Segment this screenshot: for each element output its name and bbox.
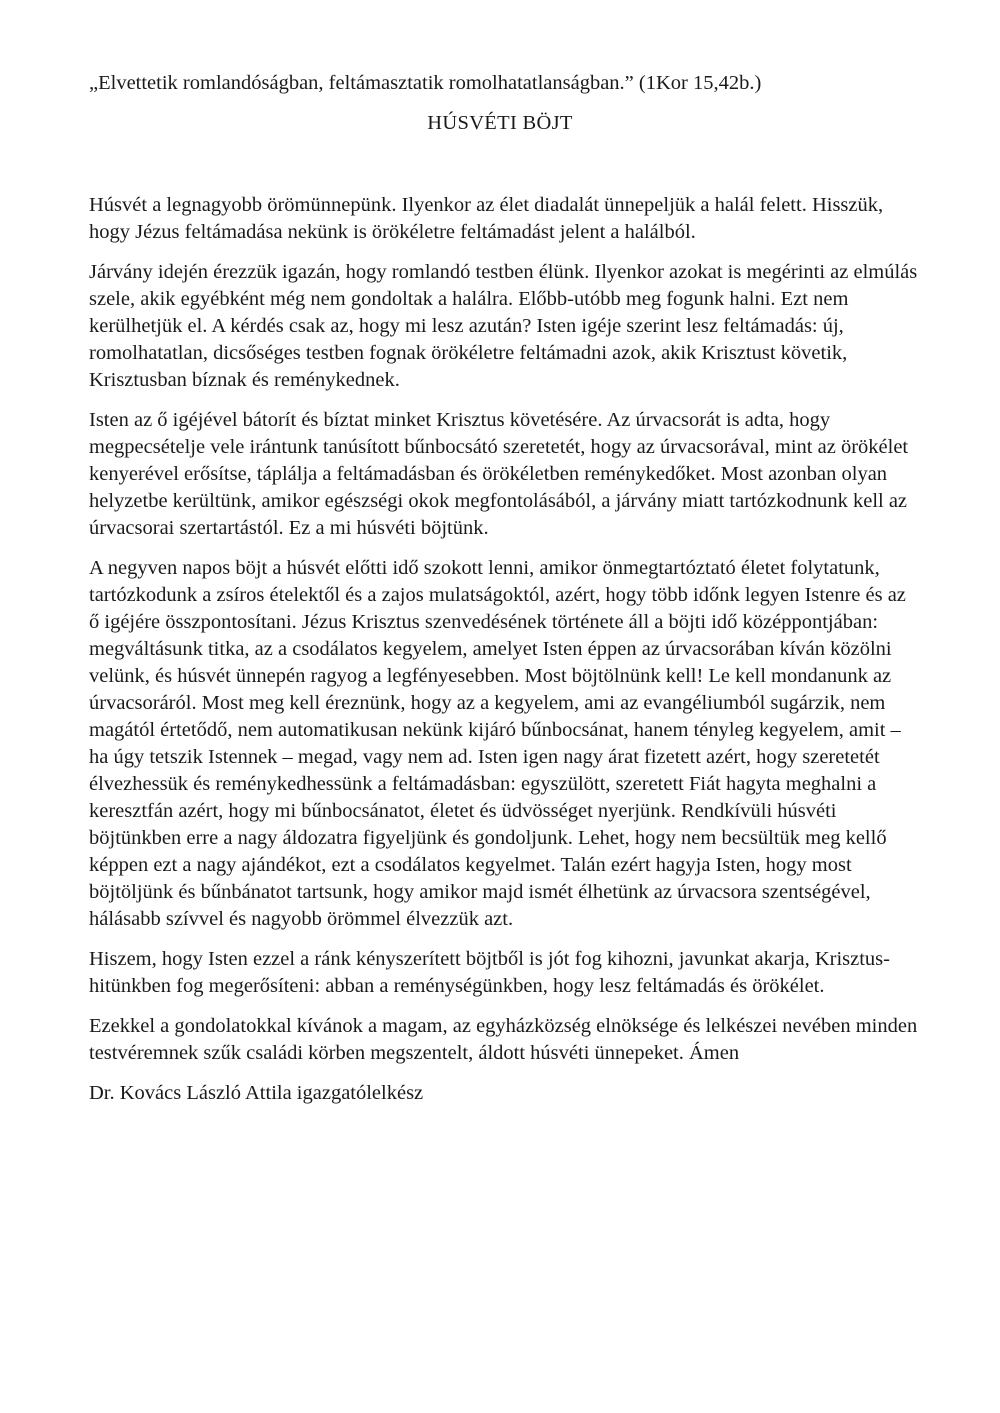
paragraph-6: Ezekkel a gondolatokkal kívánok a magam, az egyházközség elnöksége és lelkészei nevében minden testvéremnek szűk családi körben megszentelt, áldott húsvéti ünnepeket. Ámen bbox=[89, 1015, 918, 1064]
document-title: HÚSVÉTI BÖJT bbox=[427, 112, 573, 134]
paragraph-5: Hiszem, hogy Isten ezzel a ránk kényszerített böjtből is jót fog kihozni, javunkat akarja, Krisztus-hitünkben fog megerősíteni: abban a reménységünkben, hogy lesz feltámadás és örökélet. bbox=[89, 948, 890, 997]
paragraph-2: Járvány idején érezzük igazán, hogy romlandó testben élünk. Ilyenkor azokat is megérinti az elmúlás szele, akik egyébként még nem gondoltak a halálra. Előbb-utóbb meg fogunk halni. Ezt nem kerülhetjük el. A kérdés csak az, hogy mi lesz azután? Isten igéje szerint lesz feltámadás: új, romolhatatlan, dicsőséges testben fognak örökéletre feltámadni azok, akik Krisztust követik, Krisztusban bíznak és reménykednek. bbox=[89, 261, 918, 391]
paragraph-4: A negyven napos böjt a húsvét előtti idő szokott lenni, amikor önmegtartóztató életet folytatunk, tartózkodunk a zsíros ételektől és a zajos mulatságoktól, azért, hogy több időnk legyen Istenre és az ő igéjére összpontosítani. Jézus Krisztus szenvedésének története áll a böjti idő középpontjában: megváltásunk titka, az a csodálatos kegyelem, amelyet Isten éppen az úrvacsorában kíván közölni velünk, és húsvét ünnepén ragyog a legfényesebben. Most böjtölnünk kell! Le kell mondanunk az úrvacsoráról. Most meg kell éreznünk, hogy az a kegyelem, ami az evangéliumból sugárzik, nem magától értetődő, nem automatikusan nekünk kijáró bűnbocsánat, hanem tényleg kegyelem, amit – ha úgy tetszik Istennek – megad, vagy nem ad. Isten igen nagy árat fizetett azért, hogy szeretetét élvezhessük és reménykedhessünk a feltámadásban: egyszülött, szeretett Fiát hagyta meghalni a keresztfán azért, hogy mi bűnbocsánatot, életet és üdvösséget nyerjünk. Rendkívüli húsvéti böjtünkben erre a nagy áldozatra figyeljünk és gondoljunk. Lehet, hogy nem becsültük meg kellő képpen ezt a nagy ajándékot, ezt a csodálatos kegyelmet. Talán ezért hagyja Isten, hogy most böjtöljünk és bűnbánatot tartsunk, hogy amikor majd ismét élhetünk az úrvacsora szentségével, hálásabb szívvel és nagyobb örömmel élvezzük azt. bbox=[89, 557, 906, 930]
epigraph-quote: „Elvettetik romlandóságban, feltámasztatik romolhatatlanságban.” (1Kor 15,42b.) bbox=[89, 72, 762, 94]
paragraph-3: Isten az ő igéjével bátorít és bíztat minket Krisztus követésére. Az úrvacsorát is adta, hogy megpecsételje vele irántunk tanúsított bűnbocsátó szeretetét, hogy az úrvacsorával, mint az örökélet kenyerével erősítse, táplálja a feltámadásban és örökéletben reménykedőket. Most azonban olyan helyzetbe kerültünk, amikor egészségi okok megfontolásából, a járvány miatt tartózkodnunk kell az úrvacsorai szertartástól. Ez a mi húsvéti böjtünk. bbox=[89, 409, 909, 539]
paragraph-1: Húsvét a legnagyobb örömünnepünk. Ilyenkor az élet diadalát ünnepeljük a halál felett. Hisszük, hogy Jézus feltámadása nekünk is örökéletre feltámadást jelent a halálból. bbox=[89, 194, 884, 243]
signature: Dr. Kovács László Attila igazgatólelkész bbox=[89, 1082, 424, 1104]
document-body bbox=[89, 192, 919, 1120]
